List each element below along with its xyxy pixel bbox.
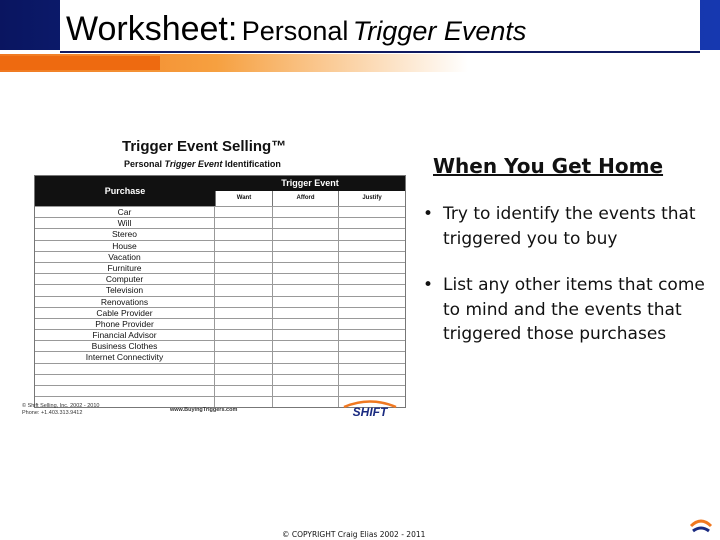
purchase-cell: House xyxy=(35,241,215,251)
table-row xyxy=(35,340,405,351)
column-divider xyxy=(272,375,273,385)
purchase-cell: Stereo xyxy=(35,229,215,239)
column-divider xyxy=(272,218,273,228)
column-divider xyxy=(338,364,339,374)
worksheet-footer-url: www.BuyingTriggers.com xyxy=(170,407,238,413)
column-divider xyxy=(272,397,273,407)
table-row xyxy=(35,385,405,396)
worksheet-title: Trigger Event Selling™ xyxy=(122,138,287,155)
column-divider xyxy=(272,308,273,318)
header-underline xyxy=(60,51,700,53)
table-row xyxy=(35,284,405,295)
shift-logo xyxy=(340,398,400,420)
purchase-cell: Furniture xyxy=(35,263,215,273)
header-purchase: Purchase xyxy=(104,186,146,196)
column-divider xyxy=(272,352,273,362)
table-row xyxy=(35,307,405,318)
purchase-cell: Phone Provider xyxy=(35,319,215,329)
column-divider xyxy=(338,386,339,396)
table-row xyxy=(35,206,405,217)
worksheet-table xyxy=(34,175,406,408)
table-row xyxy=(35,240,405,251)
header-orange-accent xyxy=(0,56,160,70)
column-divider xyxy=(272,285,273,295)
bullet-text-1: Try to identify the events that triggered you to buy xyxy=(443,204,696,249)
column-divider xyxy=(272,274,273,284)
table-row xyxy=(35,374,405,385)
worksheet-subtitle xyxy=(124,159,281,169)
table-row xyxy=(35,363,405,374)
column-divider xyxy=(272,252,273,262)
header-afford: Afford xyxy=(272,191,338,206)
purchase-cell: Renovations xyxy=(35,297,215,307)
column-divider xyxy=(338,241,339,251)
title-part-1: Worksheet: xyxy=(66,10,238,48)
worksheet-footer-line-2: Phone: +1.403.313.9412 xyxy=(22,410,83,416)
purchase-cell: Business Clothes xyxy=(35,341,215,351)
table-row xyxy=(35,228,405,239)
worksheet-subtitle-part-2: Trigger Event xyxy=(164,159,223,169)
column-divider xyxy=(272,207,273,217)
column-divider xyxy=(338,229,339,239)
table-row xyxy=(35,296,405,307)
bullet-dot: • xyxy=(423,275,434,295)
column-divider xyxy=(338,352,339,362)
column-divider xyxy=(338,285,339,295)
column-divider xyxy=(272,319,273,329)
slide-title xyxy=(66,10,526,49)
column-divider xyxy=(338,207,339,217)
bullet-dot: • xyxy=(423,204,434,224)
section-heading: When You Get Home xyxy=(433,154,664,178)
purchase-cell xyxy=(35,364,215,374)
title-part-2: Personal xyxy=(241,16,349,46)
column-divider xyxy=(272,297,273,307)
title-part-3: Trigger Events xyxy=(352,16,527,46)
header-justify: Justify xyxy=(338,191,405,206)
table-row xyxy=(35,329,405,340)
bullet-item xyxy=(423,202,713,251)
purchase-cell: Computer xyxy=(35,274,215,284)
table-body xyxy=(35,206,405,407)
table-header xyxy=(35,176,405,206)
column-divider xyxy=(272,263,273,273)
worksheet-footer-left xyxy=(22,403,99,417)
bullet-item xyxy=(423,273,713,347)
purchase-cell xyxy=(35,375,215,385)
purchase-cell: Television xyxy=(35,285,215,295)
purchase-cell: Vacation xyxy=(35,252,215,262)
purchase-cell: Cable Provider xyxy=(35,308,215,318)
header-trigger-event: Trigger Event xyxy=(281,178,339,188)
worksheet-footer-line-1: © Shift Selling, Inc. 2002 - 2010 xyxy=(22,403,100,409)
table-row xyxy=(35,262,405,273)
header-want: Want xyxy=(215,191,272,206)
column-divider xyxy=(272,341,273,351)
table-row xyxy=(35,217,405,228)
column-divider xyxy=(272,229,273,239)
corner-logo-icon xyxy=(688,514,714,538)
column-divider xyxy=(338,308,339,318)
bullet-list xyxy=(423,202,713,369)
table-row xyxy=(35,251,405,262)
bullet-text-2: List any other items that come to mind and the events that triggered those purchases xyxy=(443,275,705,344)
column-divider xyxy=(338,252,339,262)
purchase-cell xyxy=(35,386,215,396)
column-divider xyxy=(338,341,339,351)
table-row xyxy=(35,351,405,362)
column-divider xyxy=(338,263,339,273)
worksheet-subtitle-part-3: Identification xyxy=(224,159,281,169)
purchase-cell: Internet Connectivity xyxy=(35,352,215,362)
column-divider xyxy=(272,386,273,396)
column-divider xyxy=(338,319,339,329)
column-divider xyxy=(338,375,339,385)
column-divider xyxy=(338,297,339,307)
copyright-text: © COPYRIGHT Craig Elias 2002 - 2011 xyxy=(282,530,426,539)
column-divider xyxy=(338,274,339,284)
purchase-cell: Will xyxy=(35,218,215,228)
table-row xyxy=(35,273,405,284)
column-divider xyxy=(272,241,273,251)
column-divider xyxy=(338,397,339,407)
column-divider xyxy=(272,364,273,374)
column-divider xyxy=(272,330,273,340)
worksheet-image xyxy=(20,130,410,430)
purchase-cell: Financial Advisor xyxy=(35,330,215,340)
worksheet-subtitle-part-1: Personal xyxy=(124,159,163,169)
table-row xyxy=(35,318,405,329)
column-divider xyxy=(338,218,339,228)
shift-logo-text: SHIFT xyxy=(352,405,388,419)
purchase-cell: Car xyxy=(35,207,215,217)
column-divider xyxy=(338,330,339,340)
